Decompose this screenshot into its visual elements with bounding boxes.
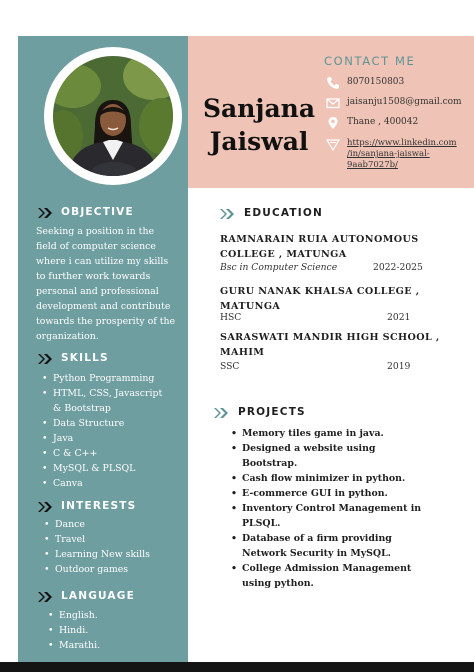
first-name: Sanjana [202, 94, 316, 123]
skill-item: • C & C++ [42, 446, 162, 461]
school-name-line: GURU NANAK KHALSA COLLEGE , [220, 286, 420, 297]
school-name-line: COLLEGE , MATUNGA [220, 249, 347, 260]
skill-item: • Java [42, 431, 162, 446]
double-chevron-icon [38, 208, 52, 218]
objective-line: Seeking a position in the [36, 226, 155, 237]
location-text: Thane , 400042 [347, 117, 419, 127]
skill-item: & Bootstrap [53, 403, 111, 414]
objective-line: personal and professional [36, 286, 159, 297]
school-name [220, 330, 460, 360]
profile-photo [53, 56, 173, 176]
location-pin-icon [326, 116, 340, 130]
email-address[interactable]: jaisanju1508@gmail.com [347, 97, 462, 107]
mail-icon [326, 96, 340, 110]
interests-title: INTERESTS [61, 500, 137, 512]
skill-item: • Python Programming [42, 371, 162, 386]
double-chevron-icon [38, 592, 52, 602]
bottom-bar [0, 662, 474, 672]
project-item: • Inventory Control Management in [231, 501, 421, 516]
skill-item: • Canva [42, 476, 162, 491]
education-years: 2019 [387, 361, 411, 372]
education-title: EDUCATION [244, 207, 324, 219]
linkedin-url-line: 9aab7027b/ [347, 160, 398, 170]
linkedin-icon [326, 138, 340, 152]
degree-text: SSC [220, 361, 240, 372]
left-margin [0, 36, 18, 186]
skills-list [42, 371, 162, 491]
objective-title: OBJECTIVE [61, 206, 134, 218]
skills-title: SKILLS [61, 352, 109, 364]
project-item: Network Security in MySQL. [242, 548, 391, 559]
double-chevron-icon [38, 502, 52, 512]
project-item: • Database of a firm providing [231, 531, 421, 546]
objective-line: organization. [36, 331, 99, 342]
language-item: • English. [48, 608, 100, 623]
language-list [48, 608, 100, 653]
objective-line: towards the prosperity of the [36, 316, 176, 327]
education-years: 2022-2025 [373, 262, 423, 273]
projects-title: PROJECTS [238, 406, 306, 418]
objective-line: to further work towards [36, 271, 151, 282]
phone-icon [326, 76, 340, 90]
school-name-line: MAHIM [220, 347, 265, 358]
double-chevron-icon [214, 408, 228, 418]
linkedin-url[interactable] [347, 138, 457, 171]
interests-list [44, 517, 150, 577]
project-item: Bootstrap. [242, 458, 298, 469]
objective-text [36, 224, 184, 344]
school-name [220, 232, 460, 262]
objective-line: where i can utilize my skills [36, 256, 169, 267]
project-item: PLSQL. [242, 518, 281, 529]
project-item: using python. [242, 578, 314, 589]
projects-list [231, 426, 421, 591]
skill-item: • HTML, CSS, Javascript [42, 386, 162, 401]
candidate-name [200, 92, 318, 158]
double-chevron-icon [38, 354, 52, 364]
contact-heading: CONTACT ME [324, 54, 416, 68]
objective-line: field of computer science [36, 241, 156, 252]
language-title: LANGUAGE [61, 590, 135, 602]
interest-item: • Travel [44, 532, 150, 547]
school-name-line: RAMNARAIN RUIA AUTONOMOUS [220, 234, 419, 245]
project-item: • Memory tiles game in java. [231, 426, 421, 441]
last-name: Jaiswal [209, 127, 309, 156]
education-years: 2021 [387, 312, 411, 323]
language-item: • Marathi. [48, 638, 100, 653]
degree-text: HSC [220, 312, 242, 323]
double-chevron-icon [220, 209, 234, 219]
project-item: • Designed a website using [231, 441, 421, 456]
school-name [220, 284, 460, 314]
linkedin-url-line: /in/sanjana-jaiswal- [347, 149, 430, 159]
skill-item: • Data Structure [42, 416, 162, 431]
school-name-line: SARASWATI MANDIR HIGH SCHOOL , [220, 332, 440, 343]
school-name-line: MATUNGA [220, 301, 281, 312]
phone-number[interactable]: 8070150803 [347, 77, 405, 87]
interest-item: • Dance [44, 517, 150, 532]
interest-item: • Outdoor games [44, 562, 150, 577]
interest-item: • Learning New skills [44, 547, 150, 562]
skill-item: • MySQL & PLSQL [42, 461, 162, 476]
degree-text: Bsc in Computer Science [220, 262, 338, 273]
objective-line: development and contribute [36, 301, 171, 312]
project-item: • Cash flow minimizer in python. [231, 471, 421, 486]
language-item: • Hindi. [48, 623, 100, 638]
top-margin [0, 0, 474, 36]
project-item: • E-commerce GUI in python. [231, 486, 421, 501]
project-item: • College Admission Management [231, 561, 421, 576]
linkedin-url-line: https://www.linkedin.com [347, 138, 457, 148]
